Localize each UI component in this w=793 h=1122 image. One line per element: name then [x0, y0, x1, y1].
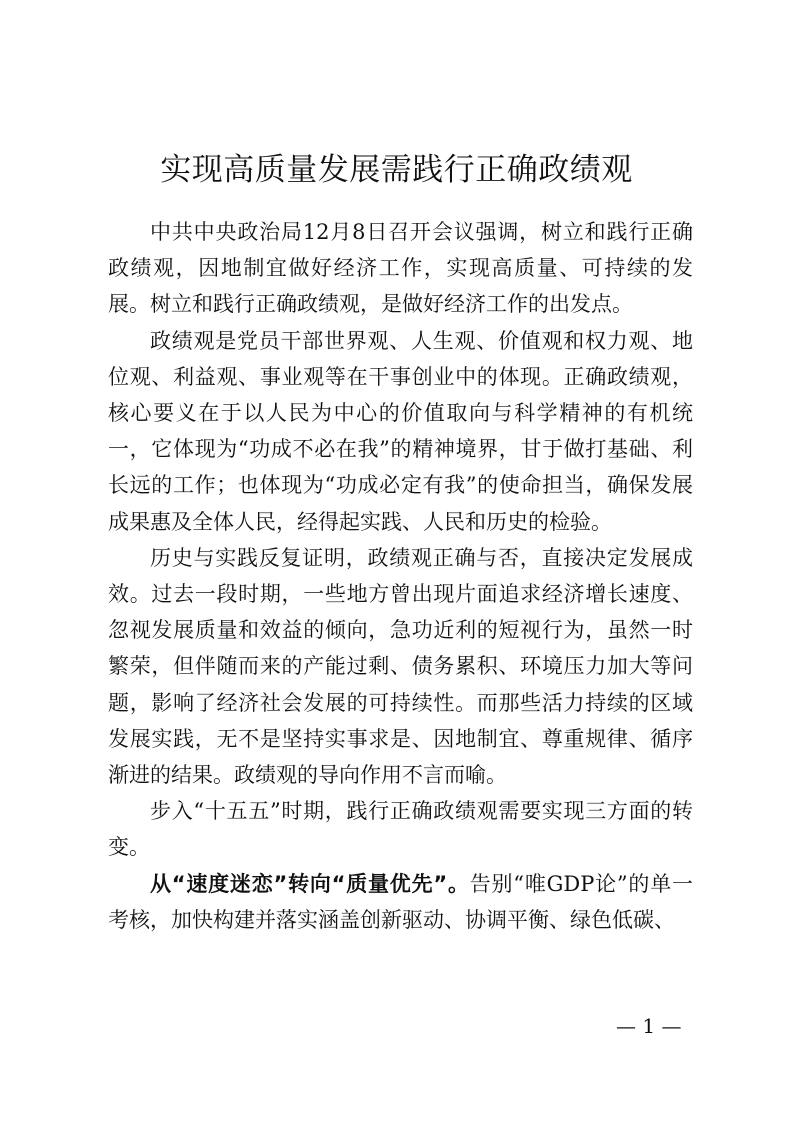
article-body	[108, 214, 693, 938]
page-title: 实现高质量发展需践行正确政绩观	[160, 152, 633, 188]
paragraph-1: 中共中央政治局12月8日召开会议强调，树立和践行正确政绩观，因地制宜做好经济工作，实现高质量、可持续的发展。树立和践行正确政绩观，是做好经济工作的出发点。	[108, 220, 693, 317]
paragraph-4: 步入“十五五”时期，践行正确政绩观需要实现三方面的转变。	[108, 799, 693, 860]
section-heading: 从“速度迷恋”转向“质量优先”。	[150, 871, 470, 896]
paragraph-5-text: 告别“唯GDP论”的单一考核，加快构建并落实涵盖创新驱动、协调平衡、绿色低碳、	[108, 871, 693, 932]
paragraph-2: 政绩观是党员干部世界观、人生观、价值观和权力观、地位观、利益观、事业观等在干事创业中的体现。正确政绩观，核心要义在于以人民为中心的价值取向与科学精神的有机统一，它体现为“功成不必在我”的精神境界，甘于做打基础、利长远的工作；也体现为“功成必定有我”的使命担当，确保发展成果惠及全体人民，经得起实践、人民和历史的检验。	[108, 328, 693, 534]
paragraph-5	[108, 866, 693, 938]
paragraph-3: 历史与实践反复证明，政绩观正确与否，直接决定发展成效。过去一段时期，一些地方曾出现片面追求经济增长速度、忽视发展质量和效益的倾向，急功近利的短视行为，虽然一时繁荣，但伴随而来的产能过剩、债务累积、环境压力加大等问题，影响了经济社会发展的可持续性。而那些活力持续的区域发展实践，无不是坚持实事求是、因地制宜、尊重规律、循序渐进的结果。政绩观的导向作用不言而喻。	[108, 545, 693, 788]
page-number: — 1 —	[616, 1014, 682, 1038]
